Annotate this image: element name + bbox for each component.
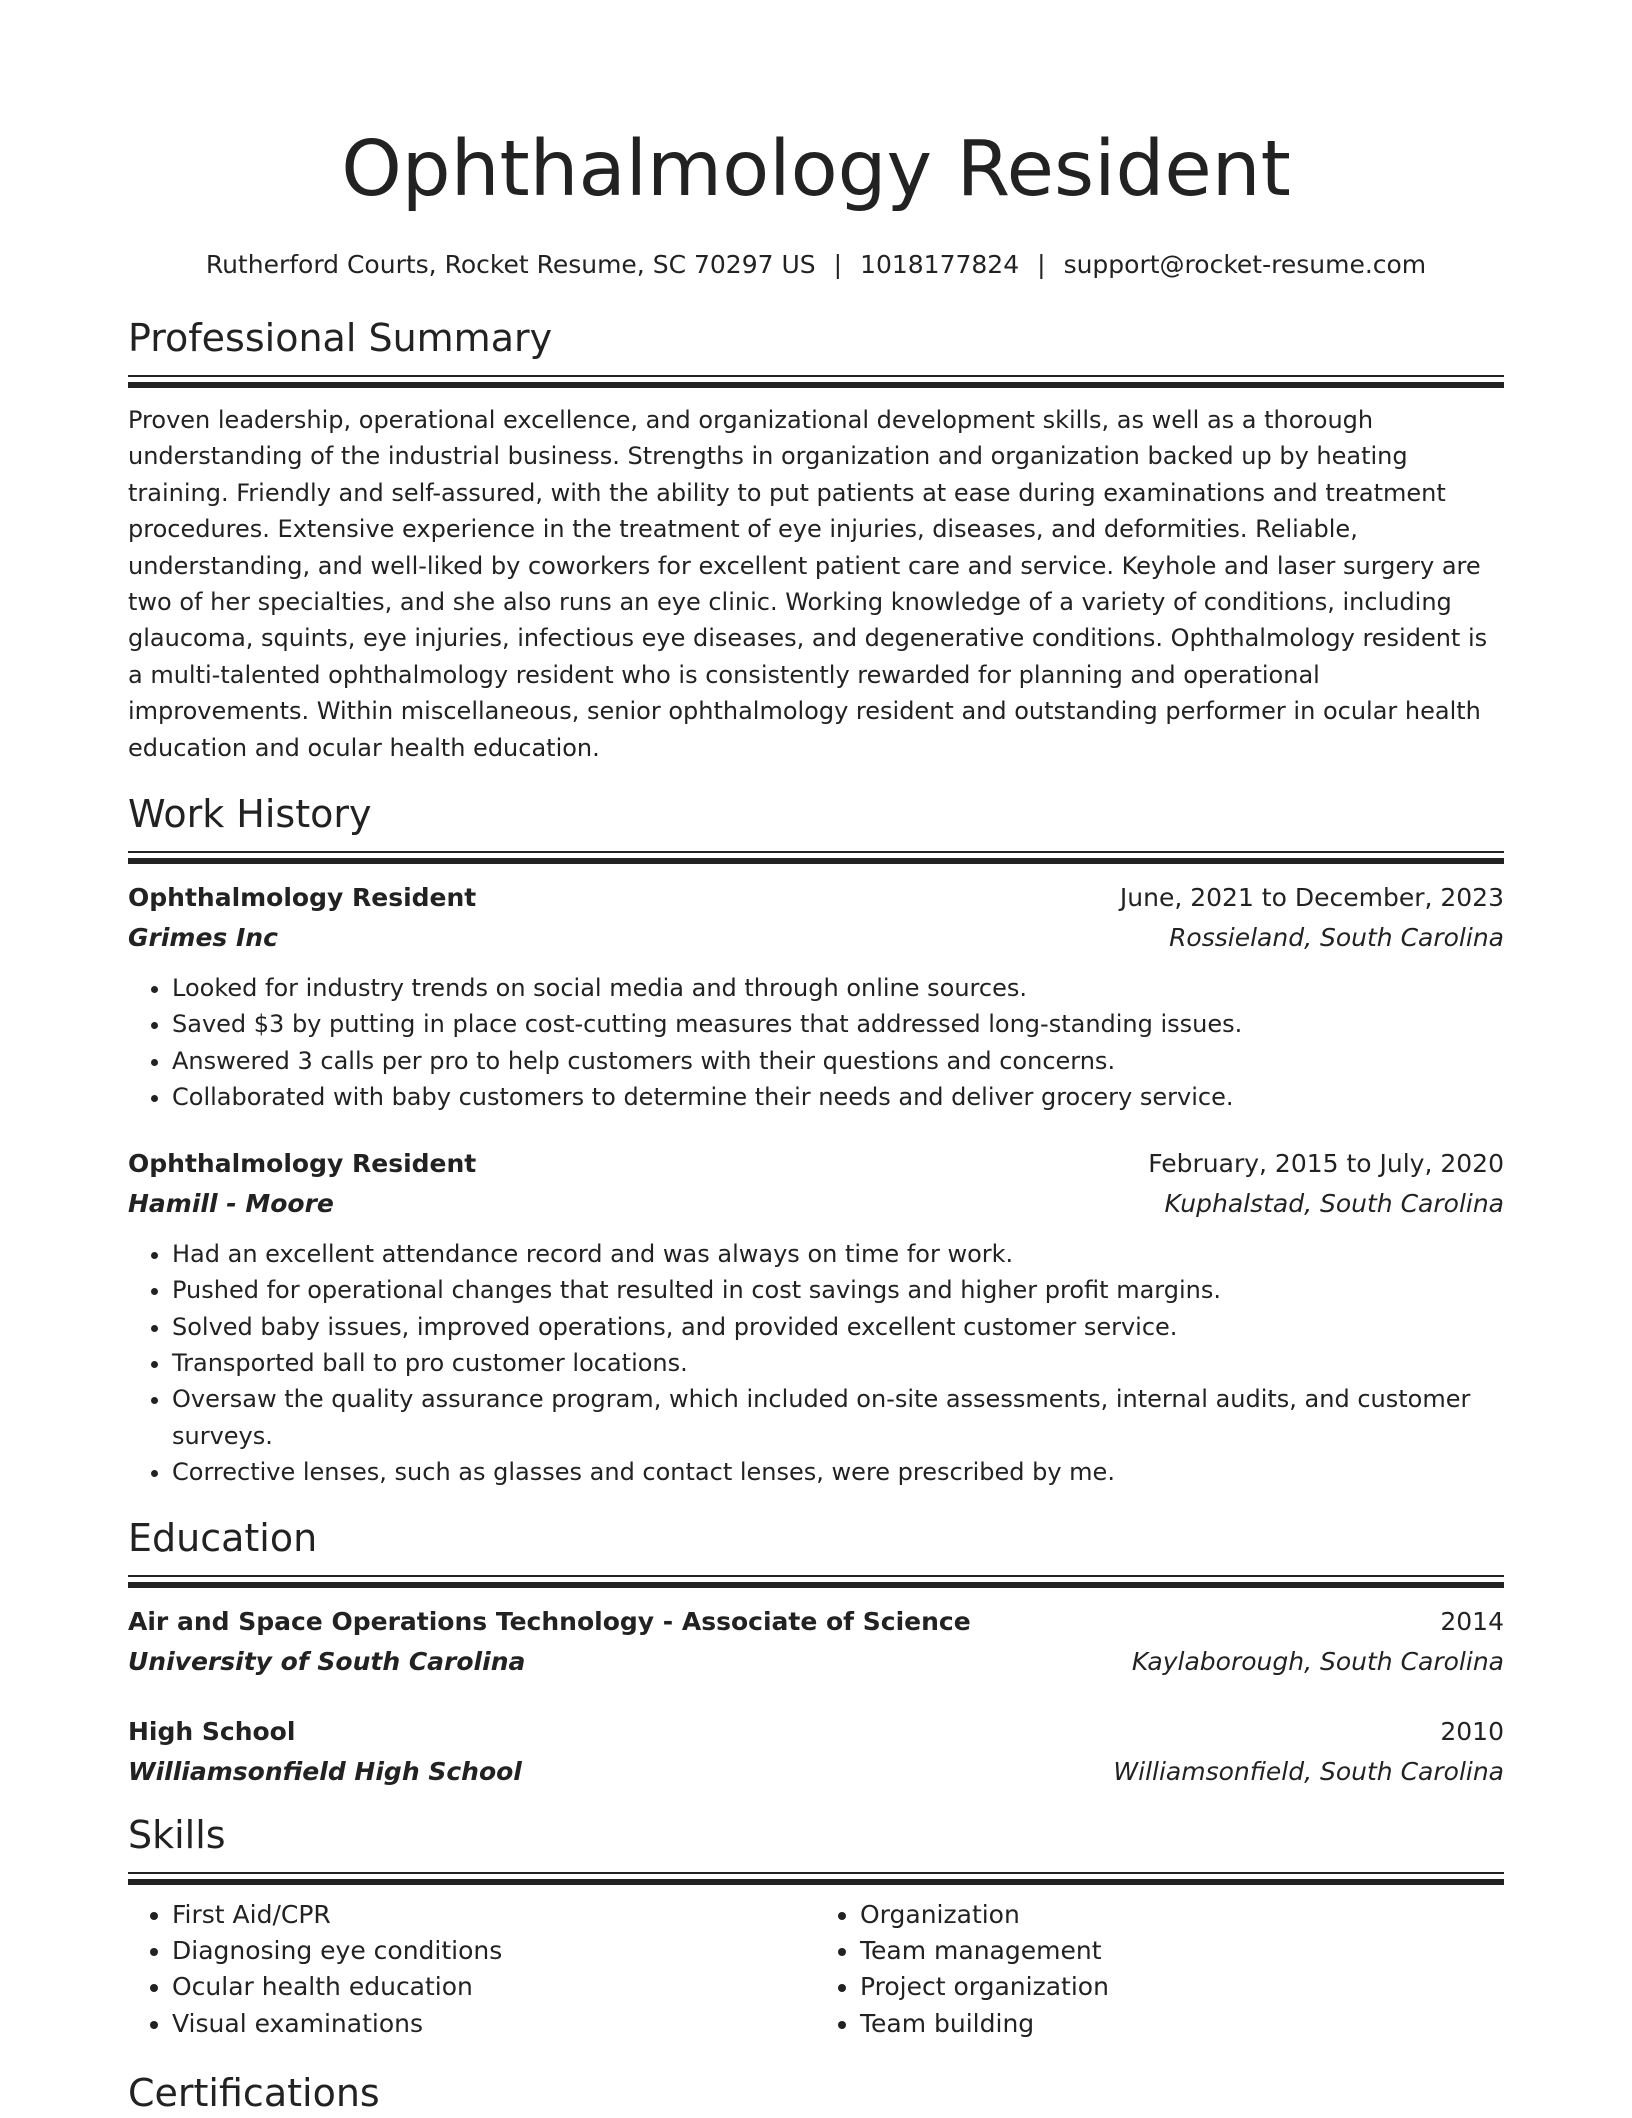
work-section <box>128 789 1504 1490</box>
job-entry <box>128 878 1504 1116</box>
education-entry <box>128 1712 1504 1792</box>
job-role: Ophthalmology Resident <box>128 883 477 913</box>
resume-name: Ophthalmology Resident <box>341 125 1291 214</box>
skills-columns <box>128 1897 1504 2043</box>
job-dates: February, 2015 to July, 2020 <box>1148 1148 1504 1178</box>
contact-separator: | <box>1037 250 1046 279</box>
section-title-education: Education <box>128 1515 318 1560</box>
job-location: Kuphalstad, South Carolina <box>1164 1188 1504 1218</box>
job-bullet: • Answered 3 calls per pro to help customers with their questions and concerns. <box>172 1043 1504 1079</box>
section-rule <box>128 1575 1504 1588</box>
summary-section <box>128 313 1504 766</box>
skills-left-column <box>128 1897 816 2043</box>
job-bullet: • Had an excellent attendance record and was always on time for work. <box>172 1236 1504 1272</box>
job-dates: June, 2021 to December, 2023 <box>1119 883 1504 913</box>
section-rule <box>128 851 1504 864</box>
job-bullet: • Solved baby issues, improved operations, and provided excellent customer service. <box>172 1309 1504 1345</box>
education-entry <box>128 1602 1504 1682</box>
education-degree: Air and Space Operations Technology - Associate of Science <box>128 1606 971 1636</box>
education-year: 2014 <box>1440 1606 1504 1636</box>
section-title-work: Work History <box>128 792 372 837</box>
job-bullet: • Pushed for operational changes that resulted in cost savings and higher profit margins. <box>172 1272 1504 1308</box>
contact-address: Rutherford Courts, Rocket Resume, SC 70297 US <box>205 250 816 279</box>
job-bullets <box>128 1236 1504 1491</box>
skill-item: • Ocular health education <box>172 1969 816 2005</box>
skill-item: • Diagnosing eye conditions <box>172 1933 816 1969</box>
skill-item: • Organization <box>860 1897 1504 1933</box>
job-bullet: • Transported ball to pro customer locations. <box>172 1345 1504 1381</box>
job-bullet: • Corrective lenses, such as glasses and contact lenses, were prescribed by me. <box>172 1454 1504 1490</box>
job-company: Grimes Inc <box>128 923 278 953</box>
section-rule <box>128 1872 1504 1885</box>
job-entry <box>128 1144 1504 1491</box>
job-company: Hamill - Moore <box>128 1188 334 1218</box>
job-bullets <box>128 970 1504 1116</box>
contact-line <box>128 248 1504 282</box>
education-school: Williamsonfield High School <box>128 1756 522 1786</box>
education-school: University of South Carolina <box>128 1646 526 1676</box>
section-title-summary: Professional Summary <box>128 316 553 360</box>
certifications-section <box>128 2068 1504 2118</box>
contact-email: support@rocket-resume.com <box>1063 250 1427 279</box>
job-role: Ophthalmology Resident <box>128 1148 477 1178</box>
job-location: Rossieland, South Carolina <box>1169 923 1504 953</box>
section-rule <box>128 375 1504 388</box>
job-bullet: • Saved $3 by putting in place cost-cutting measures that addressed long-standing issues. <box>172 1006 1504 1042</box>
education-location: Kaylaborough, South Carolina <box>1131 1646 1504 1676</box>
contact-phone: 1018177824 <box>860 250 1020 279</box>
section-title-certifications: Certifications <box>128 2071 380 2116</box>
skill-item: • Project organization <box>860 1969 1504 2005</box>
section-title-skills: Skills <box>128 1812 226 1857</box>
skill-item: • Visual examinations <box>172 2006 816 2042</box>
summary-text: Proven leadership, operational excellence, and organizational development skills, as well as a thorough understanding of the industrial business. Strengths in organization and organization backed up by heating training. Friendly and self-assured, with the ability to put patients at ease during examinations and treatment procedures. Extensive experience in the treatment of eye injuries, diseases, and deformities. Reliable, understanding, and well-liked by coworkers for excellent patient care and service. Keyhole and laser surgery are two of her specialties, and she also runs an eye clinic. Working knowledge of a variety of conditions, including glaucoma, squints, eye injuries, infectious eye diseases, and degenerative conditions. Ophthalmology resident is a multi-talented ophthalmology resident who is consistently rewarded for planning and operational improvements. Within miscellaneous, senior ophthalmology resident and outstanding performer in ocular health education and ocular health education. <box>128 406 1488 762</box>
skill-item: • First Aid/CPR <box>172 1897 816 1933</box>
skill-item: • Team building <box>860 2006 1504 2042</box>
job-bullet: • Collaborated with baby customers to determine their needs and deliver grocery service. <box>172 1079 1504 1115</box>
contact-separator: | <box>833 250 843 279</box>
education-location: Williamsonfield, South Carolina <box>1113 1756 1504 1786</box>
job-bullet: • Oversaw the quality assurance program, which included on-site assessments, internal audits, and customer surveys. <box>172 1381 1504 1454</box>
education-degree: High School <box>128 1716 296 1746</box>
skills-section <box>128 1810 1504 2043</box>
skills-right-column <box>816 1897 1504 2043</box>
education-section <box>128 1513 1504 1792</box>
skill-item: • Team management <box>860 1933 1504 1969</box>
job-bullet: • Looked for industry trends on social media and through online sources. <box>172 970 1504 1006</box>
education-year: 2010 <box>1440 1716 1504 1746</box>
